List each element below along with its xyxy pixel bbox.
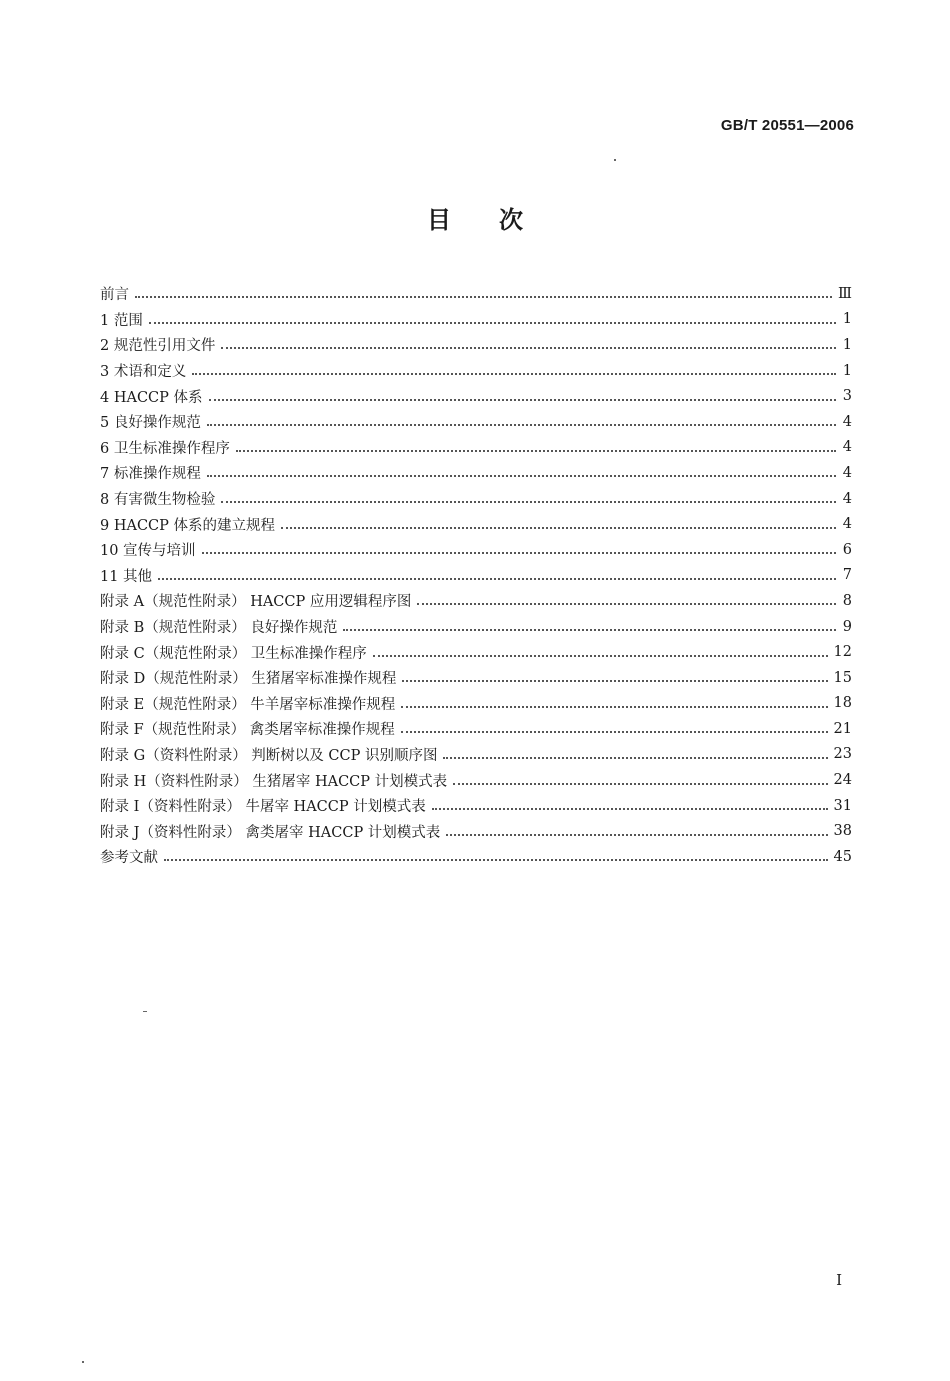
toc-entry-label: 1 范围	[100, 312, 143, 329]
toc-entry-label: 6 卫生标准操作程序	[100, 440, 230, 457]
toc-entry-page: 7	[842, 567, 852, 584]
toc-entry[interactable]	[100, 511, 852, 537]
dot-leader	[164, 858, 828, 861]
toc-entry[interactable]	[100, 460, 852, 486]
dot-leader	[209, 398, 836, 401]
toc-entry[interactable]	[100, 307, 852, 333]
toc-entry-label: 附录 C（规范性附录） 卫生标准操作程序	[100, 645, 367, 662]
dot-leader	[135, 295, 832, 298]
dot-leader	[343, 628, 836, 631]
toc-entry[interactable]	[100, 537, 852, 563]
scan-speck	[82, 1361, 84, 1363]
toc-entry-label: 附录 F（规范性附录） 禽类屠宰标准操作规程	[100, 722, 395, 739]
toc-entry-page: 1	[842, 362, 852, 379]
dot-leader	[236, 449, 836, 452]
toc-entry-label: 附录 G（资料性附录） 判断树以及 CCP 识别顺序图	[100, 747, 438, 764]
toc-entry-label: 3 术语和定义	[100, 364, 187, 381]
toc-entry-page: 9	[842, 618, 852, 635]
dot-leader	[207, 423, 836, 426]
toc-entry-page: 6	[842, 541, 852, 558]
dot-leader	[158, 577, 836, 580]
toc-entry-page: 1	[842, 311, 852, 328]
toc-entry-page: 3	[842, 388, 852, 405]
toc-entry-label: 附录 B（规范性附录） 良好操作规范	[100, 620, 338, 637]
toc-entry[interactable]	[100, 383, 852, 409]
toc-entry[interactable]	[100, 844, 852, 870]
toc-entry-label: 7 标准操作规程	[100, 466, 201, 483]
toc-entry[interactable]	[100, 563, 852, 589]
toc-entry[interactable]	[100, 665, 852, 691]
toc-entry-page: 21	[833, 720, 852, 737]
toc-entry[interactable]	[100, 818, 852, 844]
toc-entry-page: 23	[833, 746, 852, 763]
toc-entry-label: 附录 J（资料性附录） 禽类屠宰 HACCP 计划模式表	[100, 824, 441, 841]
dot-leader	[401, 705, 827, 708]
toc-entry-page: 45	[833, 848, 852, 865]
toc-entry[interactable]	[100, 639, 852, 665]
toc-entry-page: 8	[842, 592, 852, 609]
toc-entry[interactable]	[100, 358, 852, 384]
table-of-contents	[100, 281, 852, 870]
dot-leader	[446, 833, 827, 836]
toc-entry-label: 11 其他	[100, 568, 153, 585]
toc-entry-label: 4 HACCP 体系	[100, 389, 203, 406]
toc-entry-page: 24	[833, 772, 852, 789]
dot-leader	[221, 346, 836, 349]
dot-leader	[453, 782, 827, 785]
toc-entry-page: 38	[833, 823, 852, 840]
scan-speck	[143, 1011, 147, 1012]
scan-speck	[614, 159, 616, 161]
dot-leader	[432, 807, 828, 810]
toc-entry-label: 参考文献	[100, 850, 158, 867]
page-number: I	[836, 1271, 842, 1289]
toc-entry[interactable]	[100, 614, 852, 640]
dot-leader	[207, 474, 836, 477]
dot-leader	[443, 756, 827, 759]
toc-entry[interactable]	[100, 716, 852, 742]
toc-entry-label: 附录 E（规范性附录） 牛羊屠宰标准操作规程	[100, 696, 396, 713]
toc-entry[interactable]	[100, 332, 852, 358]
toc-entry[interactable]	[100, 691, 852, 717]
toc-entry[interactable]	[100, 588, 852, 614]
toc-entry-page: 4	[842, 516, 852, 533]
page-title: 目次	[427, 206, 571, 234]
standard-code: GB/T 20551—2006	[720, 117, 854, 134]
toc-entry-page: Ⅲ	[838, 285, 852, 302]
toc-entry-page: 4	[842, 413, 852, 430]
toc-entry-label: 附录 A（规范性附录） HACCP 应用逻辑程序图	[100, 594, 412, 611]
dot-leader	[402, 679, 827, 682]
dot-leader	[202, 551, 836, 554]
toc-entry-label: 9 HACCP 体系的建立规程	[100, 517, 276, 534]
toc-entry[interactable]	[100, 793, 852, 819]
toc-entry-label: 前言	[100, 287, 129, 304]
toc-entry-page: 31	[833, 797, 852, 814]
toc-entry-page: 4	[842, 464, 852, 481]
toc-entry-label: 5 良好操作规范	[100, 415, 201, 432]
toc-entry-label: 8 有害微生物检验	[100, 492, 216, 509]
toc-entry-page: 15	[833, 669, 852, 686]
toc-entry-label: 10 宣传与培训	[100, 543, 196, 560]
toc-entry-label: 附录 H（资料性附录） 生猪屠宰 HACCP 计划模式表	[100, 773, 448, 790]
dot-leader	[373, 654, 828, 657]
toc-entry[interactable]	[100, 409, 852, 435]
toc-entry-label: 2 规范性引用文件	[100, 338, 216, 355]
toc-entry-label: 附录 I（资料性附录） 牛屠宰 HACCP 计划模式表	[100, 799, 426, 816]
toc-entry[interactable]	[100, 435, 852, 461]
toc-entry[interactable]	[100, 742, 852, 768]
toc-entry-label: 附录 D（规范性附录） 生猪屠宰标准操作规程	[100, 671, 397, 688]
toc-entry-page: 4	[842, 490, 852, 507]
dot-leader	[417, 602, 836, 605]
toc-entry[interactable]	[100, 767, 852, 793]
toc-entry-page: 12	[833, 644, 852, 661]
toc-entry[interactable]	[100, 281, 852, 307]
dot-leader	[149, 321, 836, 324]
toc-entry-page: 1	[842, 336, 852, 353]
dot-leader	[192, 372, 836, 375]
dot-leader	[281, 526, 836, 529]
toc-entry-page: 4	[842, 439, 852, 456]
dot-leader	[401, 730, 828, 733]
dot-leader	[221, 500, 836, 503]
toc-entry-page: 18	[833, 695, 852, 712]
toc-entry[interactable]	[100, 486, 852, 512]
